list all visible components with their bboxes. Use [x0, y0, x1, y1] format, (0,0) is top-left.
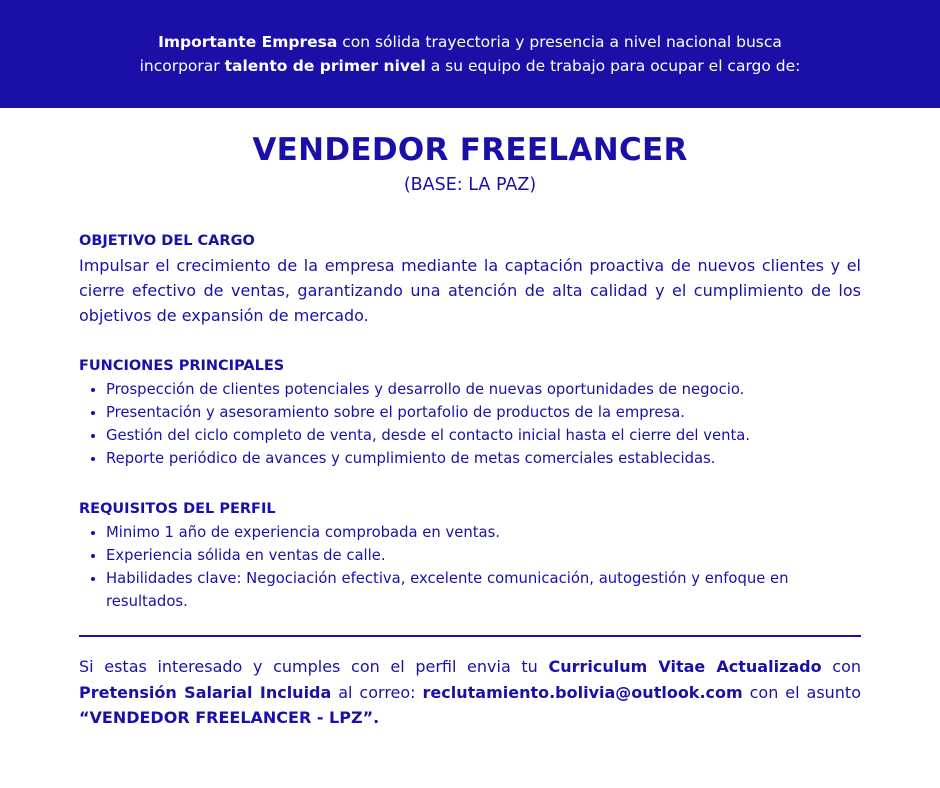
banner-text-1: con sólida trayectoria y presencia a nivel nacional busca	[337, 33, 782, 51]
closing-cv-bold: Curriculum Vitae Actualizado	[548, 657, 822, 676]
banner-line-2	[0, 54, 940, 78]
closing-text-4: con el asunto	[742, 682, 861, 702]
closing-text-3: al correo:	[331, 682, 423, 702]
list-item: • Gestión del ciclo completo de venta, desde el contacto inicial hasta el cierre del venta.	[106, 424, 861, 447]
closing-text-2: con	[821, 657, 862, 676]
functions-section	[79, 356, 861, 470]
closing-text-1: Si estas interesado y cumples con el perfil envia tu	[79, 657, 549, 676]
application-instructions	[79, 654, 861, 731]
banner-text-3: a su equipo de trabajo para ocupar el cargo de:	[425, 57, 801, 75]
banner-text-2: incorporar	[139, 57, 225, 75]
list-item: • Experiencia sólida en ventas de calle.	[106, 544, 861, 567]
functions-heading: FUNCIONES PRINCIPALES	[79, 358, 285, 374]
list-item: • Presentación y asesoramiento sobre el portafolio de productos de la empresa.	[106, 401, 861, 424]
job-location: (BASE: LA PAZ)	[403, 175, 537, 195]
requirements-heading: REQUISITOS DEL PERFIL	[79, 501, 276, 517]
email-subject: “VENDEDOR FREELANCER - LPZ”.	[79, 708, 380, 727]
objective-section	[79, 231, 861, 328]
banner-line-1	[0, 30, 940, 54]
list-item: • Prospección de clientes potenciales y desarrollo de nuevas oportunidades de negocio.	[106, 378, 861, 401]
objective-text: Impulsar el crecimiento de la empresa mediante la captación proactiva de nuevos clientes y el cierre efectivo de ventas, garantizando una atención de alta calidad y el cumplimiento de los objetivos de expansión de mercado.	[79, 256, 861, 325]
divider	[79, 635, 861, 637]
list-item: • Habilidades clave: Negociación efectiva, excelente comunicación, autogestión y enfoque en resultados.	[106, 567, 861, 613]
contact-email[interactable]: reclutamiento.bolivia@outlook.com	[422, 682, 743, 702]
objective-heading: OBJETIVO DEL CARGO	[79, 233, 255, 249]
requirements-list	[79, 521, 861, 613]
list-item: • Reporte periódico de avances y cumplimiento de metas comerciales establecidas.	[106, 447, 861, 470]
banner-company-bold: Importante Empresa	[158, 33, 338, 51]
list-item: • Minimo 1 año de experiencia comprobada en ventas.	[106, 521, 861, 544]
job-title: VENDEDOR FREELANCER	[252, 132, 688, 168]
banner-talent-bold: talento de primer nivel	[224, 57, 426, 75]
functions-list	[79, 378, 861, 470]
requirements-section	[79, 499, 861, 613]
closing-salary-bold: Pretensión Salarial Incluida	[79, 682, 332, 702]
header-banner	[0, 0, 940, 108]
